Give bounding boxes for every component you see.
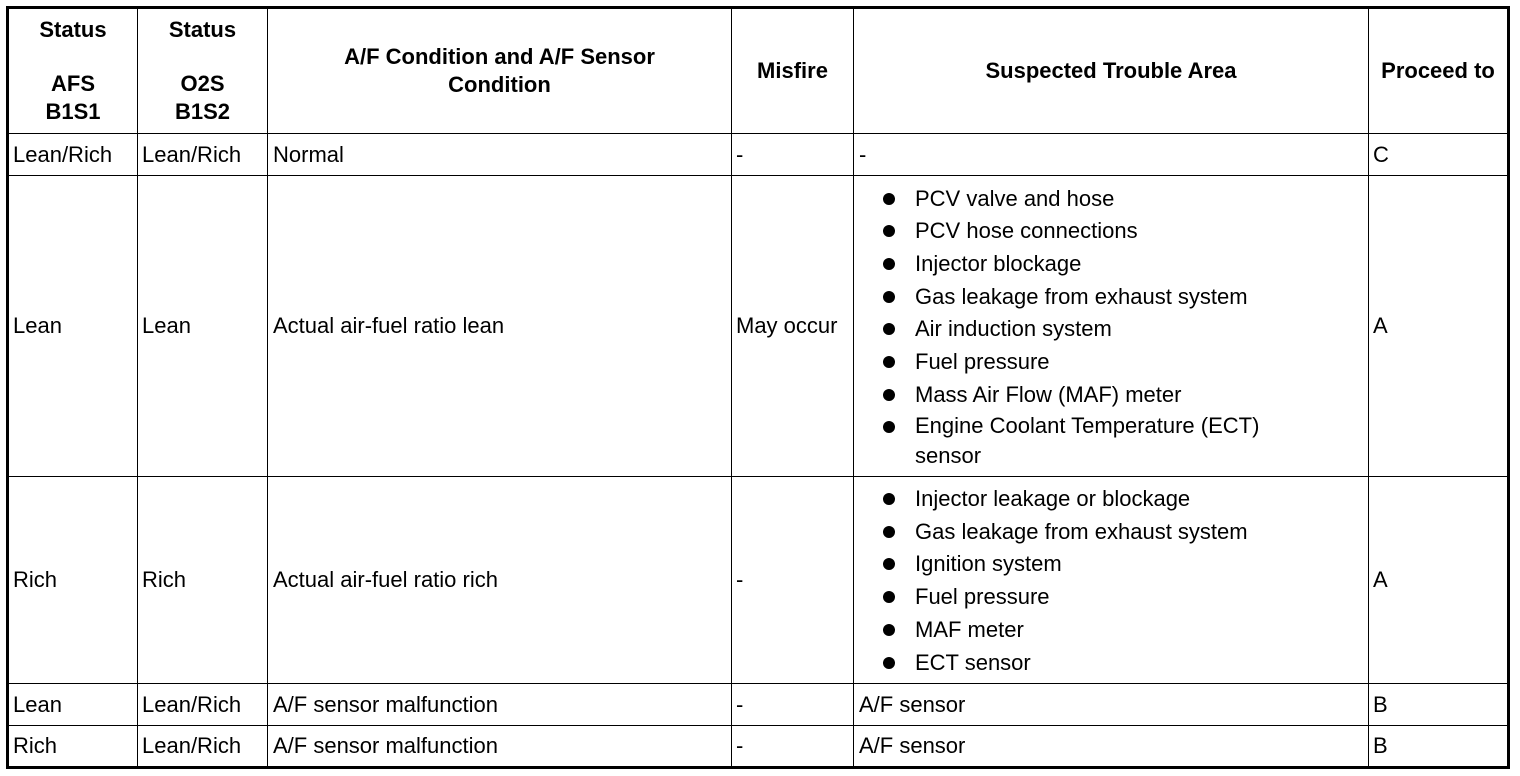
cell-afs: Lean bbox=[8, 684, 138, 726]
header-status-o2s: Status O2S B1S2 bbox=[138, 8, 268, 134]
cell-o2s: Lean bbox=[138, 176, 268, 477]
cell-misfire: - bbox=[732, 477, 854, 684]
cell-proceed: C bbox=[1369, 134, 1509, 176]
cell-condition: Actual air-fuel ratio rich bbox=[268, 477, 732, 684]
list-item: Ignition system bbox=[877, 548, 1363, 581]
cell-misfire: May occur bbox=[732, 176, 854, 477]
cell-condition: Actual air-fuel ratio lean bbox=[268, 176, 732, 477]
trouble-list bbox=[859, 177, 1363, 476]
cell-o2s: Lean/Rich bbox=[138, 726, 268, 768]
header-af-condition: A/F Condition and A/F Sensor Condition bbox=[268, 8, 732, 134]
list-item: PCV valve and hose bbox=[877, 183, 1363, 216]
cell-misfire: - bbox=[732, 684, 854, 726]
list-item: Injector leakage or blockage bbox=[877, 483, 1363, 516]
cell-afs: Lean bbox=[8, 176, 138, 477]
trouble-list bbox=[859, 477, 1363, 683]
table-row bbox=[8, 684, 1509, 726]
header-status-afs: Status AFS B1S1 bbox=[8, 8, 138, 134]
header-proceed-to: Proceed to bbox=[1369, 8, 1509, 134]
list-item: Gas leakage from exhaust system bbox=[877, 516, 1363, 549]
cell-o2s: Lean/Rich bbox=[138, 134, 268, 176]
table-row bbox=[8, 477, 1509, 684]
list-item: PCV hose connections bbox=[877, 215, 1363, 248]
cell-condition: A/F sensor malfunction bbox=[268, 684, 732, 726]
header-row bbox=[8, 8, 1509, 134]
cell-trouble: - bbox=[854, 134, 1369, 176]
cell-proceed: B bbox=[1369, 726, 1509, 768]
table-row bbox=[8, 176, 1509, 477]
list-item: MAF meter bbox=[877, 614, 1363, 647]
cell-proceed: B bbox=[1369, 684, 1509, 726]
cell-trouble bbox=[854, 176, 1369, 477]
list-item: Fuel pressure bbox=[877, 581, 1363, 614]
cell-proceed: A bbox=[1369, 176, 1509, 477]
list-item: Engine Coolant Temperature (ECT) sensor bbox=[877, 411, 1363, 471]
cell-condition: Normal bbox=[268, 134, 732, 176]
table-row bbox=[8, 726, 1509, 768]
diagnostic-table bbox=[6, 6, 1510, 769]
list-item: Injector blockage bbox=[877, 248, 1363, 281]
cell-trouble bbox=[854, 477, 1369, 684]
cell-misfire: - bbox=[732, 134, 854, 176]
list-item: ECT sensor bbox=[877, 647, 1363, 680]
header-misfire: Misfire bbox=[732, 8, 854, 134]
list-item: Mass Air Flow (MAF) meter bbox=[877, 379, 1363, 412]
cell-afs: Rich bbox=[8, 726, 138, 768]
list-item: Fuel pressure bbox=[877, 346, 1363, 379]
list-item: Air induction system bbox=[877, 313, 1363, 346]
cell-proceed: A bbox=[1369, 477, 1509, 684]
cell-trouble: A/F sensor bbox=[854, 684, 1369, 726]
cell-trouble: A/F sensor bbox=[854, 726, 1369, 768]
cell-afs: Rich bbox=[8, 477, 138, 684]
header-suspected-trouble-area: Suspected Trouble Area bbox=[854, 8, 1369, 134]
table-row bbox=[8, 134, 1509, 176]
cell-condition: A/F sensor malfunction bbox=[268, 726, 732, 768]
cell-misfire: - bbox=[732, 726, 854, 768]
list-item: Gas leakage from exhaust system bbox=[877, 281, 1363, 314]
cell-afs: Lean/Rich bbox=[8, 134, 138, 176]
cell-o2s: Lean/Rich bbox=[138, 684, 268, 726]
cell-o2s: Rich bbox=[138, 477, 268, 684]
